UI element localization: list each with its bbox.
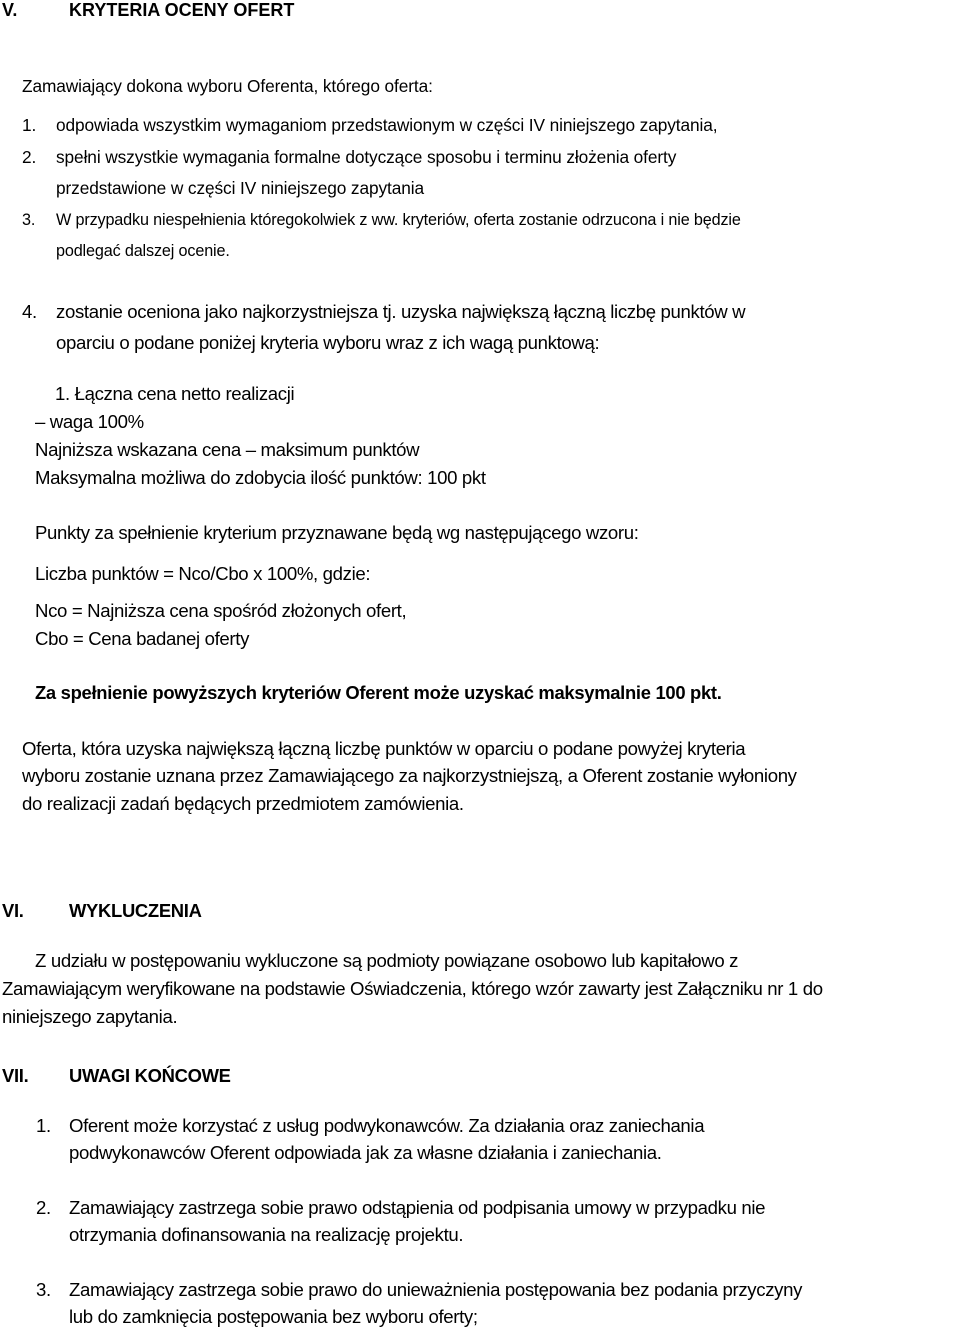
remarks-item-2-line-2: otrzymania dofinansowania na realizację projektu. bbox=[69, 1224, 464, 1245]
remarks-item-2-line-1: Zamawiający zastrzega sobie prawo odstąpienia od podpisania umowy w przypadku nie bbox=[69, 1197, 766, 1218]
criterion-lowest-price: Najniższa wskazana cena – maksimum punktów bbox=[35, 439, 420, 460]
criteria-item-3-line-1: W przypadku niespełnienia któregokolwiek z ww. kryteriów, oferta zostanie odrzucona i nie będzie bbox=[56, 211, 741, 229]
criteria-item-1-number: 1. bbox=[22, 115, 37, 135]
section-vii-number: VII. bbox=[2, 1065, 29, 1086]
exclusions-line-2: Zamawiającym weryfikowane na podstawie Oświadczenia, którego wzór zawarty jest Załączniku nr 1 do bbox=[2, 978, 823, 999]
conclusion-line-2: wyboru zostanie uznana przez Zamawiającego za najkorzystniejszą, a Oferent zostanie wyłoniony bbox=[22, 765, 797, 786]
formula-intro: Punkty za spełnienie kryterium przyznawane będą wg następującego wzoru: bbox=[35, 522, 639, 543]
criteria-item-2-line-2: przedstawione w części IV niniejszego zapytania bbox=[56, 178, 425, 198]
formula-cbo: Cbo = Cena badanej oferty bbox=[35, 628, 250, 649]
criterion-heading: 1. Łączna cena netto realizacji bbox=[55, 383, 295, 404]
max-points-note: Za spełnienie powyższych kryteriów Oferent może uzyskać maksymalnie 100 pkt. bbox=[35, 682, 722, 703]
formula-nco: Nco = Najniższa cena spośród złożonych ofert, bbox=[35, 600, 407, 621]
formula: Liczba punktów = Nco/Cbo x 100%, gdzie: bbox=[35, 563, 371, 584]
remarks-item-3-line-1: Zamawiający zastrzega sobie prawo do unieważnienia postępowania bez podania przyczyny bbox=[69, 1279, 803, 1300]
criteria-item-3-number: 3. bbox=[22, 211, 36, 229]
exclusions-line-1: Z udziału w postępowaniu wykluczone są podmioty powiązane osobowo lub kapitałowo z bbox=[35, 950, 739, 971]
criterion-weight: – waga 100% bbox=[35, 411, 144, 432]
section-vi-title: WYKLUCZENIA bbox=[69, 900, 202, 921]
exclusions-line-3: niniejszego zapytania. bbox=[2, 1006, 178, 1027]
section-v-intro: Zamawiający dokona wyboru Oferenta, którego oferta: bbox=[22, 76, 433, 96]
criteria-item-4-line-1: zostanie oceniona jako najkorzystniejsza tj. uzyska największą łączną liczbę punktów w bbox=[56, 301, 746, 322]
criteria-item-2-line-1: spełni wszystkie wymagania formalne dotyczące sposobu i terminu złożenia oferty bbox=[56, 147, 677, 167]
criteria-item-4-number: 4. bbox=[22, 301, 37, 322]
criterion-max-points: Maksymalna możliwa do zdobycia ilość punktów: 100 pkt bbox=[35, 467, 486, 488]
section-v-number: V. bbox=[2, 0, 18, 20]
remarks-item-3-number: 3. bbox=[36, 1279, 51, 1300]
conclusion-line-1: Oferta, która uzyska największą łączną liczbę punktów w oparciu o podane powyżej kryteria bbox=[22, 738, 746, 759]
criteria-item-2-number: 2. bbox=[22, 147, 37, 167]
remarks-item-1-number: 1. bbox=[36, 1115, 51, 1136]
criteria-item-1-line-1: odpowiada wszystkim wymaganiom przedstawionym w części IV niniejszego zapytania, bbox=[56, 115, 718, 135]
criteria-item-4-line-2: oparciu o podane poniżej kryteria wyboru wraz z ich wagą punktową: bbox=[56, 332, 600, 353]
criteria-item-3-line-2: podlegać dalszej ocenie. bbox=[56, 242, 230, 260]
conclusion-line-3: do realizacji zadań będących przedmiotem zamówienia. bbox=[22, 793, 464, 814]
remarks-item-1-line-2: podwykonawców Oferent odpowiada jak za własne działania i zaniechania. bbox=[69, 1142, 662, 1163]
remarks-item-2-number: 2. bbox=[36, 1197, 51, 1218]
remarks-item-3-line-2: lub do zamknięcia postępowania bez wyboru oferty; bbox=[69, 1306, 478, 1327]
remarks-item-1-line-1: Oferent może korzystać z usług podwykonawców. Za działania oraz zaniechania bbox=[69, 1115, 705, 1136]
section-vi-number: VI. bbox=[2, 900, 24, 921]
section-v-title: KRYTERIA OCENY OFERT bbox=[69, 0, 295, 20]
section-vii-title: UWAGI KOŃCOWE bbox=[69, 1065, 231, 1086]
